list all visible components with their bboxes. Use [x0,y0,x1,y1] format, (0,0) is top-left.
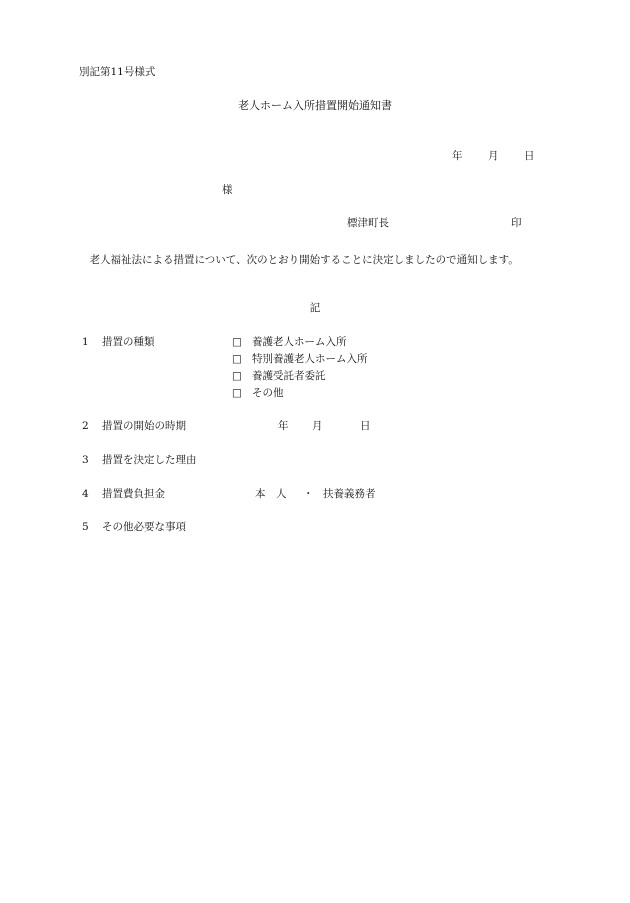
seal-mark: 印 [511,217,522,229]
item-label: 措置を決定した理由 [102,454,197,466]
addressee-suffix: 様 [222,184,233,196]
issue-day-label: 日 [524,150,535,162]
sender-name: 標津町長 [347,217,389,229]
start-day-label: 日 [360,420,371,432]
body-paragraph: 老人福祉法による措置について、次のとおり開始することに決定しましたので通知します。 [89,254,519,266]
burden-guardian: 扶養義務者 [323,488,376,500]
burden-separator: ・ [303,488,314,500]
item-number: 5 [82,521,89,533]
option-label: その他 [252,387,284,399]
item-label: 措置の種類 [102,336,155,348]
item-number: 1 [82,336,89,348]
item-label: 措置費負担金 [102,488,165,500]
item-label: 措置の開始の時期 [102,420,186,432]
form-number: 別記第11号様式 [79,66,156,78]
option-label: 特別養護老人ホーム入所 [252,353,368,365]
checkbox-icon: □ [232,353,242,365]
issue-month-label: 月 [488,150,499,162]
start-year-label: 年 [278,420,289,432]
start-month-label: 月 [312,420,323,432]
option-label: 養護老人ホーム入所 [252,336,347,348]
checkbox-icon: □ [232,336,242,348]
issue-year-label: 年 [452,150,463,162]
checkbox-icon: □ [232,387,242,399]
option-label: 養護受託者委託 [252,370,326,382]
item-number: 3 [82,454,89,466]
ki-heading: 記 [309,302,321,314]
checkbox-icon: □ [232,370,242,382]
document-title: 老人ホーム入所措置開始通知書 [238,99,392,112]
burden-person: 本 人 [255,488,287,500]
item-number: 2 [82,420,89,432]
item-label: その他必要な事項 [102,521,186,533]
item-number: 4 [82,488,89,500]
